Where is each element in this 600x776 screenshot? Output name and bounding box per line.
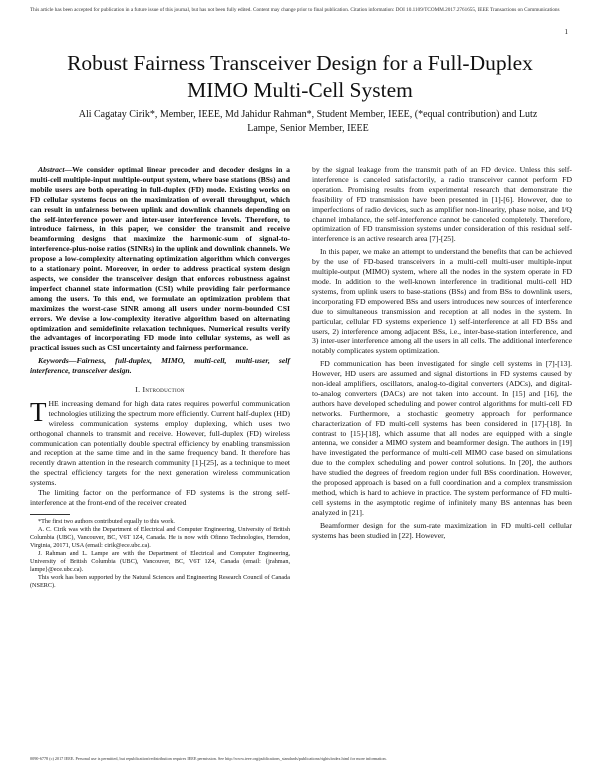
- body-paragraph: In this paper, we make an attempt to understand the benefits that can be achieved by the use of FD-based transceivers in a multi-cell multi-user multiple-input multiple-output (MIMO) system, where all the nodes in the system operate in FD mode. In addition to the well-known interference in traditional multi-cell HD systems, from uplink users to base-stations (BSs) and from BSs to downlink users, incorporating FD empowered BSs and users introduces new sources of interference due to simultaneous transmission and reception at all nodes in the system. In particular, cellular FD systems experience 1) self-interference at all FD BSs and users, 2) interference among adjacent BSs, i.e., inter-base-station interference, and 3) inter-user interference among all the users in all cells. The additional interference notably complicates system optimization.: [312, 247, 572, 356]
- footnote: This work has been supported by the Natural Sciences and Engineering Research Council of Canada (NSERC).: [30, 573, 290, 589]
- journal-header-note: This article has been accepted for publication in a future issue of this journal, but has not been fully edited. Content may change prior to final publication. Citation information: DOI 10.1109/TCOMM.2017.2761655, IEEE Transactions on Communications: [30, 7, 560, 13]
- author-list: Ali Cagatay Cirik*, Member, IEEE, Md Jahidur Rahman*, Student Member, IEEE, (*equal contribution) and Lutz Lampe, Senior Member, IEEE: [78, 109, 538, 134]
- body-paragraph: Beamformer design for the sum-rate maximization in FD multi-cell cellular systems has been studied in [22]. However,: [312, 520, 572, 540]
- intro-paragraph-1-text: HE increasing demand for high data rates requires powerful communication technologies utilizing the spectrum more efficiently. Current half-duplex (HD) wireless communication systems employ duplexing, which uses two orthogonal channels to transmit and receive. However, full-duplex (FD) wireless communication can potentially double spectral efficiency by enabling transmission and reception at the same time and in the same frequency band. It therefore has recently drawn attention in the research community [1]-[25], as a technique to meet the spectral efficiency targets for the next generation wireless communication systems.: [30, 398, 290, 488]
- copyright-footer: 0090-6778 (c) 2017 IEEE. Personal use is permitted, but republication/redistribution requires IEEE permission. See http://www.ieee.org/publications_standards/publications/rights/index.html for more information.: [30, 756, 387, 761]
- body-paragraph: FD communication has been investigated for single cell systems in [7]-[13]. However, HD users are assumed and signal distortions in FD systems caused by non-ideal amplifiers, oscillators, analog-to-digital converters (ADCs), and digital-to-analog converters (DACs) are not taken into account. In [15] and [16], the authors have developed scheduling and power control algorithms for multi-cell FD networks. Furthermore, a stochastic geometry approach for performance characterization of FD multi-cell systems has been considered in [17]-[18]. In contrast to [15]-[18], which assume that all nodes are equipped with a single antenna, we consider a MIMO system and beamformer design. The authors in [19] have investigated the performance of multi-cell MIMO case based on simulations due to the complex scheduling and power control solutions. In [20], the authors have studied the degrees of freedom region under full BSs coordination. However, the proposed approach is based on a full coordination and a complex transmission method, which is hard to achieve in practice. The system performance of FD multi-cell systems in the asymptotic regime of infinitely many BS antennas has been analyzed in [21].: [312, 359, 572, 517]
- footnote-divider: [30, 514, 70, 515]
- footnote: J. Rahman and L. Lampe are with the Department of Electrical and Computer Engineering, University of British Columbia (UBC), Vancouver, BC, V6T 1Z4, Canada (email: {jrahman, lampe}@ece.ubc.ca).: [30, 549, 290, 573]
- footnote: *The first two authors contributed equally to this work.: [38, 517, 175, 525]
- right-column: [312, 165, 572, 541]
- keywords: [30, 356, 290, 376]
- section-heading: I. Introduction: [135, 385, 185, 395]
- keywords-text: —Fairness, full-duplex, MIMO, multi-cell, multi-user, self interference, transceiver design.: [30, 356, 290, 376]
- drop-cap: T: [30, 396, 47, 427]
- abstract: [30, 165, 290, 353]
- abstract-text: —We consider optimal linear precoder and decoder designs in a multi-cell multiple-input multiple-output system, where base stations (BSs) and mobile users are both operating in full-duplex (FD) mode. Existing works on FD cellular systems focus on the maximization of overall throughput, which can result in unfairness between uplink and downlink channels depending on the self-interference power and inter-user interference levels. Therefore, to introduce fairness, in this paper, we consider the transmit and receive beamforming designs that maximize the harmonic-sum of signal-to-interference-plus-noise ratios (SINRs) in the uplink and downlink channels. We propose a low-complexity alternating optimization algorithm which converges to a stationary point. Moreover, in order to address practical system design aspects, we consider the transceiver design that enforces robustness against imperfect channel state information (CSI) while providing fair performance among the users. To this end, we formulate an optimization problem that maximizes the worst-case SINR among all users under norm-bounded CSI errors. We devise a low-complexity iterative algorithm based on alternating optimization and semidefinite relaxation techniques. Numerical results verify the advantages of incorporating FD mode into cellular systems, as well as practical issues such as CSI uncertainty and fairness performance.: [30, 165, 290, 353]
- intro-paragraph-2: The limiting factor on the performance of FD systems is the strong self-interference at the front-end of the receiver created: [30, 488, 290, 507]
- keywords-label: Keywords: [38, 356, 69, 366]
- intro-paragraph-1: [30, 396, 290, 488]
- abstract-label: Abstract: [38, 165, 65, 174]
- body-paragraph: by the signal leakage from the transmit path of an FD device. Unless this self-interference is canceled satisfactorily, a radio transceiver cannot perform FD operation. Promising results from experimental research that demonstrate the feasibility of FD transmission have been presented in [1]-[6]. However, due to imperfections of radio devices, such as amplifier non-linearity, phase noise, and I/Q channel imbalance, the self-interference cannot be canceled completely. Therefore, optimization of FD transmission systems under consideration of this residual self-interference is an active research area [7]-[25].: [312, 165, 572, 244]
- page-number: 1: [564, 28, 568, 36]
- footnote: A. C. Cirik was with the Department of Electrical and Computer Engineering, University of British Columbia (UBC), Vancouver, BC, V6T 1Z4, Canada. He is now with Ofinno Technologies, Herndon, Virginia, 20171, USA (email: cirik@ece.ubc.ca).: [30, 525, 290, 549]
- left-column: [30, 165, 290, 590]
- paper-title: Robust Fairness Transceiver Design for a Full-Duplex MIMO Multi-Cell System: [67, 51, 533, 102]
